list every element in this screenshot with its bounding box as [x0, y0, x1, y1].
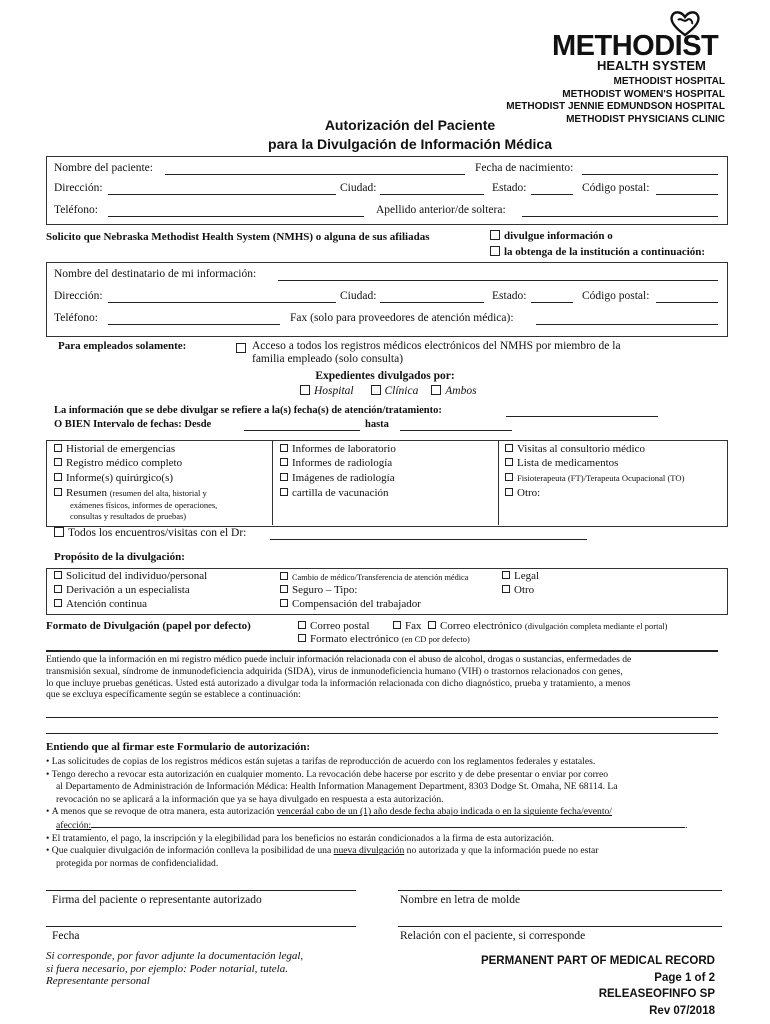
record-type-label: Visitas al consultorio médico — [517, 443, 645, 455]
format-mail-label: Correo postal — [310, 620, 370, 632]
recipient-zip-label: Código postal: — [582, 290, 650, 302]
record-type-label: Informes de radiología — [292, 457, 393, 469]
format-email-option[interactable] — [428, 620, 667, 632]
checkbox-icon[interactable] — [54, 571, 62, 579]
terms-text: revocación no se aplicará a la información que ya se haya divulgado en respuesta a esta autorización. — [56, 793, 444, 805]
bullet-icon: • — [46, 768, 52, 780]
recipient-city-label: Ciudad: — [340, 290, 377, 302]
logo-sub: HEALTH SYSTEM — [597, 58, 706, 73]
bullet-icon: • — [46, 756, 52, 767]
terms-text: Que cualquier divulgación de información conlleva la posibilidad de una — [51, 845, 332, 857]
record-type-label: Informes de laboratorio — [292, 443, 396, 455]
logo — [552, 8, 727, 73]
disclose-option[interactable] — [490, 230, 613, 242]
checkbox-icon[interactable] — [505, 473, 513, 481]
dob-label: Fecha de nacimiento: — [475, 162, 574, 174]
record-type-label: Imágenes de radiología — [292, 472, 395, 484]
terms-text: Tengo derecho a revocar esta autorización en cualquier momento. La revocación debe hacerse por escrito y de debe presentar o enviar por correo — [51, 768, 609, 780]
treatment-dates-label: La información que se debe divulgar se refiere a la(s) fecha(s) de atención/tratamiento: — [54, 405, 442, 416]
format-email-note: (divulgación completa mediante el portal) — [524, 621, 668, 631]
footer-revision: Rev 07/2018 — [649, 1004, 715, 1017]
terms-text: nueva divulgación — [333, 845, 405, 857]
format-electronic-note: (en CD por defecto) — [401, 634, 470, 644]
clinica-option[interactable] — [371, 385, 419, 397]
recipient-city-field[interactable] — [380, 302, 484, 303]
records-source-options — [300, 385, 477, 397]
obtain-option[interactable] — [490, 246, 705, 258]
employee-access-text-1: Acceso a todos los registros médicos electrónicos del NMHS por miembro de la — [252, 340, 621, 352]
format-mail-option[interactable] — [298, 620, 370, 632]
employees-label: Para empleados solamente: — [58, 340, 187, 352]
relation-label: Relación con el paciente, si corresponde — [400, 930, 586, 942]
recipient-name-label: Nombre del destinatario de mi información: — [54, 268, 257, 280]
purpose-item[interactable] — [54, 584, 190, 596]
purpose-item[interactable] — [280, 598, 421, 610]
request-text: Solicito que Nebraska Methodist Health System (NMHS) o alguna de sus afiliadas — [46, 231, 430, 243]
checkbox-icon[interactable] — [502, 571, 510, 579]
terms-text: no autorizada y que la información puede no estar — [406, 845, 599, 857]
date-from-field[interactable] — [244, 430, 360, 431]
checkbox-icon[interactable] — [505, 458, 513, 466]
purpose-item[interactable] — [280, 584, 357, 596]
records-title: Expedientes divulgados por: — [315, 370, 455, 382]
checkbox-icon[interactable] — [54, 444, 62, 452]
terms-item — [46, 756, 736, 769]
note-line: Si corresponde, por favor adjunte la documentación legal, — [46, 950, 304, 962]
hospital-label: Hospital — [314, 385, 354, 397]
terms-text: El tratamiento, el pago, la inscripción y la elegibilidad para los beneficios no estarán condicionados a la firma de esta autorización. — [51, 832, 554, 844]
terms-title: Entiendo que al firmar este Formulario de autorización: — [46, 741, 311, 753]
recipient-address-label: Dirección: — [54, 290, 103, 302]
recipient-address-field[interactable] — [108, 302, 336, 303]
signature-label: Firma del paciente o representante autorizado — [52, 894, 262, 906]
terms-text: afección: — [56, 819, 92, 831]
checkbox-icon[interactable] — [393, 621, 401, 629]
checkbox-icon[interactable] — [502, 585, 510, 593]
print-name-field[interactable] — [398, 890, 722, 891]
record-type-item[interactable] — [280, 472, 395, 484]
table-divider — [498, 440, 499, 525]
format-fax-option[interactable] — [393, 620, 422, 632]
checkbox-icon[interactable] — [505, 444, 513, 452]
patient-phone-label: Teléfono: — [54, 204, 98, 216]
patient-state-label: Estado: — [492, 182, 527, 194]
hospital-checkbox[interactable] — [300, 385, 310, 395]
checkbox-icon[interactable] — [280, 458, 288, 466]
terms-item — [46, 769, 736, 782]
terms-text: A menos que se revoque de otra manera, esta autorización — [51, 806, 275, 818]
terms-item — [46, 781, 736, 794]
checkbox-icon[interactable] — [54, 585, 62, 593]
employee-access-text-2: familia empleado (solo consulta) — [252, 353, 404, 365]
facility-item: METHODIST JENNIE EDMUNDSON HOSPITAL — [506, 101, 725, 112]
purpose-label: Solicitud del individuo/personal — [66, 570, 208, 582]
terms-list — [46, 756, 736, 870]
purpose-label: Atención continua — [66, 598, 147, 610]
terms-text: protegida por normas de confidencialidad. — [56, 857, 219, 869]
format-electronic-option[interactable] — [298, 633, 470, 645]
terms-item — [46, 845, 736, 858]
format-email-label: Correo electrónico — [440, 620, 523, 632]
record-type-item[interactable] — [505, 443, 645, 455]
record-type-item[interactable] — [54, 457, 182, 469]
maiden-name-label: Apellido anterior/de soltera: — [376, 204, 506, 216]
bullet-icon: • — [46, 845, 52, 857]
expiration-event-field[interactable] — [91, 819, 685, 828]
record-type-item[interactable] — [54, 443, 175, 455]
bullet-icon: • — [46, 832, 52, 844]
ambos-checkbox[interactable] — [431, 385, 441, 395]
record-type-label: Fisioterapeuta (FT)/Terapeuta Ocupacional (TO) — [517, 473, 685, 483]
hospital-option[interactable] — [300, 385, 354, 397]
logo-name: METHODIST — [552, 30, 719, 62]
disclose-checkbox[interactable] — [490, 230, 500, 240]
purpose-label: Compensación del trabajador — [292, 598, 421, 610]
recipient-phone-field[interactable] — [108, 324, 280, 325]
recipient-zip-field[interactable] — [656, 302, 718, 303]
checkbox-icon[interactable] — [505, 488, 513, 496]
purpose-label: Cambio de médico/Transferencia de atención médica — [292, 573, 469, 582]
terms-text: venceráal cabo de un (1) año desde fecha abajo indicada o en la siguiente fecha/evento/ — [276, 806, 612, 818]
note-line: si fuera necesario, por ejemplo: Poder notarial, tutela. — [46, 962, 288, 975]
purpose-label: Derivación a un especialista — [66, 584, 190, 596]
terms-item — [46, 858, 736, 871]
date-label: Fecha — [52, 930, 80, 942]
terms-item — [46, 833, 736, 846]
checkbox-icon[interactable] — [54, 458, 62, 466]
title-line-2: para la Divulgación de Información Médica — [268, 136, 552, 152]
recipient-fax-label: Fax (solo para proveedores de atención médica): — [290, 312, 514, 324]
ambos-label: Ambos — [445, 385, 477, 397]
clinica-checkbox[interactable] — [371, 385, 381, 395]
exclusions-field[interactable] — [46, 733, 718, 734]
purpose-item[interactable] — [502, 584, 534, 596]
purpose-item[interactable] — [502, 570, 539, 582]
footer-form-code: RELEASEOFINFO SP — [598, 988, 715, 1000]
terms-item: afección: . — [56, 819, 688, 831]
patient-name-label: Nombre del paciente: — [54, 162, 153, 174]
treatment-dates-field[interactable] — [506, 416, 658, 417]
checkbox-icon[interactable] — [280, 599, 288, 607]
checkbox-icon[interactable] — [280, 585, 288, 593]
patient-city-label: Ciudad: — [340, 182, 377, 194]
purpose-item[interactable] — [280, 572, 468, 582]
facility-item: METHODIST WOMEN'S HOSPITAL — [562, 88, 725, 100]
record-type-item[interactable] — [54, 487, 207, 499]
section-divider — [46, 650, 718, 652]
terms-text: al Departamento de Administración de Información Médica: Health Information Management Department, 8303 Dodge St. Omaha, NE 68114. La — [56, 781, 618, 793]
format-fax-label: Fax — [405, 620, 422, 632]
record-type-label: Informe(s) quirúrgico(s) — [66, 472, 174, 484]
record-type-item[interactable] — [54, 472, 173, 484]
record-type-item[interactable] — [505, 487, 540, 499]
terms-item — [46, 794, 736, 807]
resumen-note: consultas y resultados de pruebas) — [70, 511, 187, 521]
purpose-label: Otro — [514, 584, 535, 596]
patient-address-field[interactable] — [108, 194, 336, 195]
format-electronic-label: Formato electrónico — [310, 633, 399, 645]
title-line-1: Autorización del Paciente — [324, 117, 496, 133]
checkbox-icon[interactable] — [280, 488, 288, 496]
obtain-checkbox[interactable] — [490, 246, 500, 256]
patient-phone-field[interactable] — [108, 216, 364, 217]
terms-item — [46, 806, 736, 819]
checkbox-icon[interactable] — [298, 634, 306, 642]
resumen-note: exámenes físicos, informes de operaciones, — [70, 500, 218, 510]
employee-access-checkbox[interactable] — [236, 343, 246, 353]
record-type-item[interactable] — [505, 457, 618, 469]
record-type-item[interactable] — [505, 473, 684, 483]
checkbox-icon[interactable] — [280, 473, 288, 481]
checkbox-icon[interactable] — [54, 527, 64, 537]
checkbox-icon[interactable] — [298, 621, 306, 629]
page-title — [0, 113, 770, 154]
purpose-item[interactable] — [54, 570, 207, 582]
purpose-label: Seguro – Tipo: — [292, 584, 358, 596]
record-type-label: Otro: — [517, 487, 541, 499]
exclusions-field[interactable] — [46, 717, 718, 718]
record-type-label: Historial de emergencias — [66, 443, 176, 455]
purpose-label: Legal — [514, 570, 540, 582]
footer-record-label: PERMANENT PART OF MEDICAL RECORD — [480, 955, 715, 967]
clinica-label: Clínica — [384, 385, 419, 397]
signature-field[interactable] — [46, 890, 356, 891]
table-divider — [272, 440, 273, 525]
date-field[interactable] — [46, 926, 356, 927]
patient-city-field[interactable] — [380, 194, 484, 195]
paragraph-line: que se excluya específicamente según se establece a continuación: — [46, 689, 301, 701]
record-type-item[interactable] — [280, 457, 392, 469]
record-type-label: Resumen — [66, 487, 107, 499]
purpose-title: Propósito de la divulgación: — [54, 551, 185, 563]
checkbox-icon[interactable] — [54, 488, 62, 496]
facility-item: METHODIST HOSPITAL — [613, 76, 725, 87]
footer-page-number: Page 1 of 2 — [654, 971, 715, 984]
maiden-name-field[interactable] — [522, 216, 718, 217]
record-type-label: Lista de medicamentos — [517, 457, 619, 469]
recipient-fax-field[interactable] — [536, 324, 718, 325]
disclosure-paragraph — [46, 654, 736, 701]
facility-item: METHODIST PHYSICIANS CLINIC — [566, 113, 725, 125]
checkbox-icon[interactable] — [428, 621, 436, 629]
obtain-option-label: la obtenga de la institución a continuación: — [504, 246, 706, 258]
footer-block — [481, 953, 715, 1019]
date-interval-label: O BIEN Intervalo de fechas: Desde — [54, 419, 212, 430]
disclose-option-label: divulgue información o — [504, 230, 613, 242]
resumen-note: (resumen del alta, historial y — [109, 488, 207, 498]
patient-state-field[interactable] — [531, 194, 573, 195]
checkbox-icon[interactable] — [54, 473, 62, 481]
patient-name-field[interactable] — [165, 174, 465, 175]
patient-zip-field[interactable] — [656, 194, 718, 195]
paragraph-line: transmisión sexual, síndrome de inmunodeficiencia adquirida (SIDA), virus de inmunodeficiencia humano (VIH) o trastornos relacionados con genes, — [46, 665, 623, 677]
format-label: Formato de Divulgación (papel por defecto) — [46, 620, 251, 632]
record-type-label: cartilla de vacunación — [292, 487, 389, 499]
patient-zip-label: Código postal: — [582, 182, 650, 194]
all-visits-label: Todos los encuentros/visitas con el Dr: — [68, 527, 247, 539]
note-line: Representante personal — [46, 975, 150, 987]
record-type-label: Registro médico completo — [66, 457, 183, 469]
purpose-item[interactable] — [54, 598, 147, 610]
checkbox-icon[interactable] — [54, 599, 62, 607]
recipient-state-label: Estado: — [492, 290, 527, 302]
terms-text: Las solicitudes de copias de los registros médicos están sujetas a tarifas de reproducción de acuerdo con los reglamentos federales y estatales. — [51, 756, 596, 767]
recipient-phone-label: Teléfono: — [54, 312, 98, 324]
checkbox-icon[interactable] — [280, 444, 288, 452]
record-type-item[interactable] — [280, 443, 396, 455]
all-visits-item[interactable] — [54, 527, 246, 539]
bullet-icon: • — [46, 806, 52, 818]
patient-address-label: Dirección: — [54, 182, 103, 194]
record-type-item[interactable] — [280, 487, 389, 499]
recipient-name-field[interactable] — [278, 280, 718, 281]
legal-doc-note — [46, 950, 303, 988]
relation-field[interactable] — [398, 926, 722, 927]
doctor-name-field[interactable] — [270, 539, 587, 540]
recipient-state-field[interactable] — [531, 302, 573, 303]
print-name-label: Nombre en letra de molde — [400, 894, 521, 906]
paragraph-line: lo que incluye pruebas genéticas. Usted está autorizado a divulgar toda la información relacionada con dicho diagnóstico, prueba y tratamiento, a menos — [46, 677, 631, 689]
dob-field[interactable] — [582, 174, 718, 175]
checkbox-icon[interactable] — [280, 572, 288, 580]
paragraph-line: Entiendo que la información en mi registro médico puede incluir información relacionada con el abuso de alcohol, drogas o sustancias, enfermedades de — [46, 654, 632, 665]
ambos-option[interactable] — [431, 385, 476, 397]
date-to-field[interactable] — [400, 430, 512, 431]
date-to-label: hasta — [365, 419, 389, 430]
